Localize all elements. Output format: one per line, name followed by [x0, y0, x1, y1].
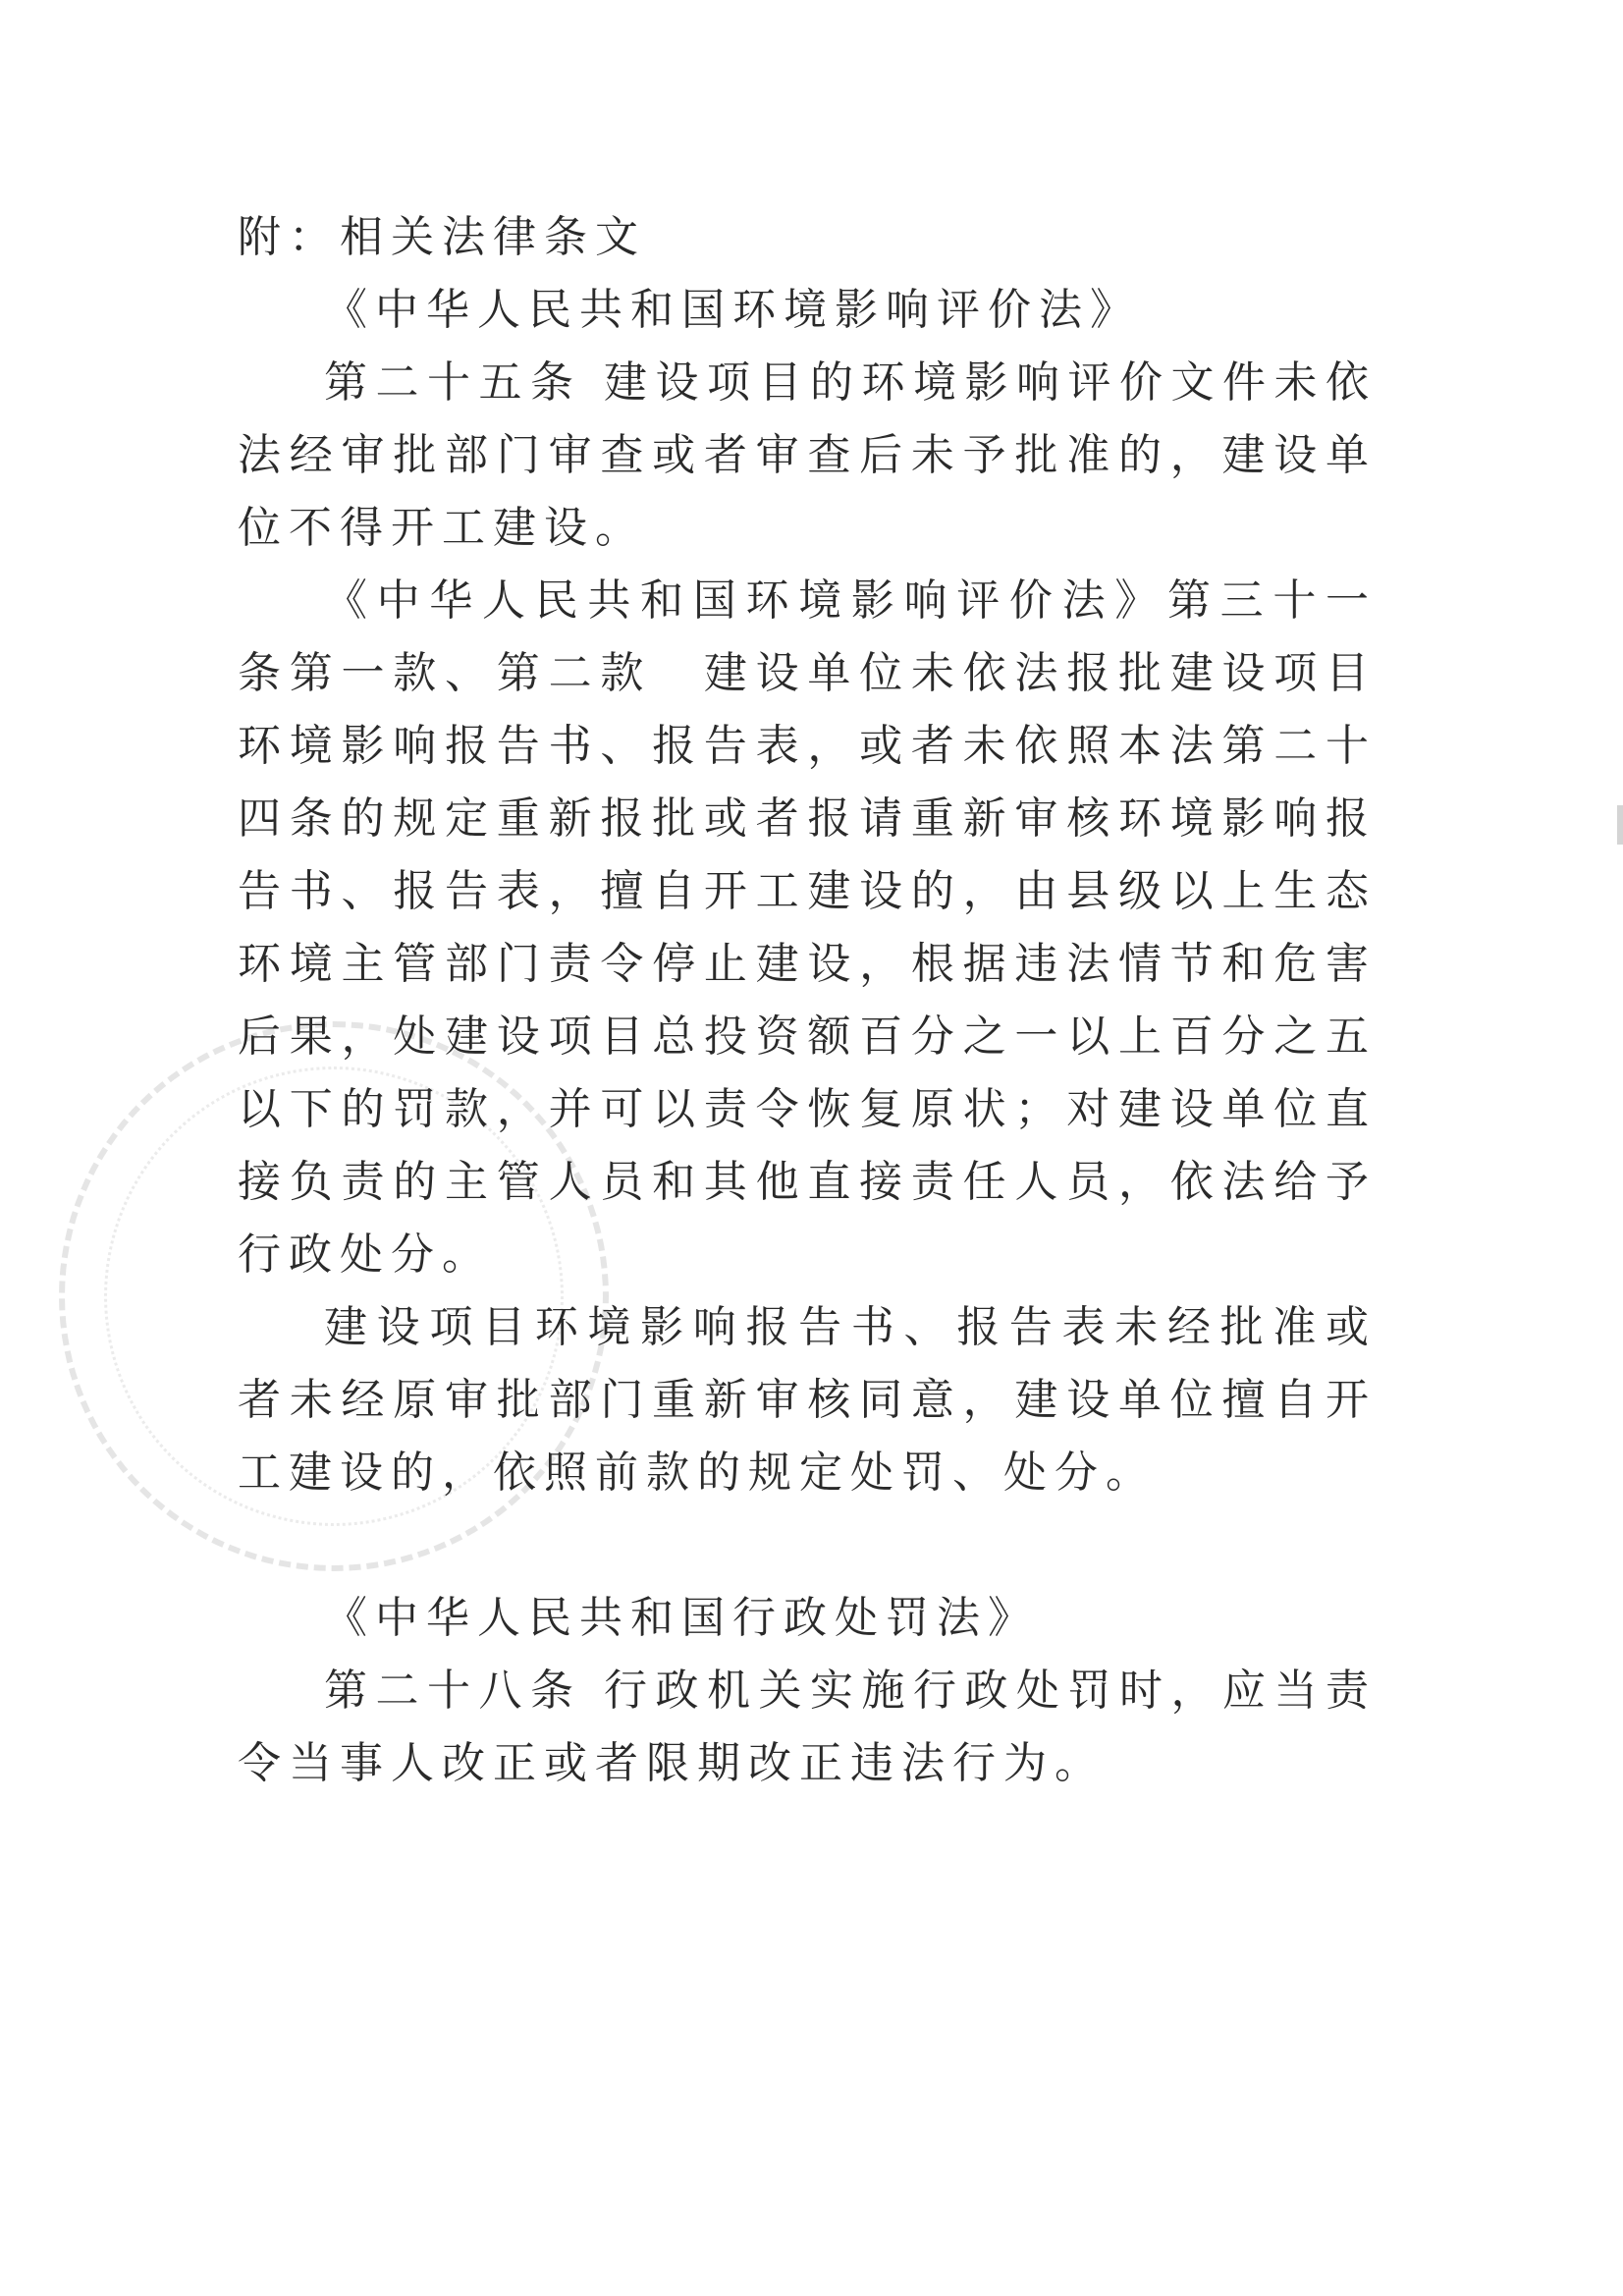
scan-edge-mark — [1617, 805, 1623, 845]
article-28-paragraph: 第二十八条 行政机关实施行政处罚时，应当责令当事人改正或者限期改正违法行为。 — [238, 1666, 1377, 1788]
document-body — [238, 201, 1377, 1800]
article-31-second-paragraph: 建设项目环境影响报告书、报告表未经批准或者未经原审批部门重新审核同意，建设单位擅自开工建设的，依照前款的规定处罚、处分。 — [238, 1302, 1377, 1498]
law-title-eia-1: 《中华人民共和国环境影响评价法》 — [324, 285, 1141, 335]
law-title-admin-penalty: 《中华人民共和国行政处罚法》 — [324, 1593, 1039, 1643]
article-25-paragraph: 第二十五条 建设项目的环境影响评价文件未依法经审批部门审查或者审查后未予批准的，建设单位不得开工建设。 — [238, 357, 1377, 553]
article-31-paragraph: 《中华人民共和国环境影响评价法》第三十一条第一款、第二款 建设单位未依法报批建设项目环境影响报告书、报告表，或者未依照本法第二十四条的规定重新报批或者报请重新审核环境影响报告书、报告表，擅自开工建设的，由县级以上生态环境主管部门责令停止建设，根据违法情节和危害后果，处建设项目总投资额百分之一以上百分之五以下的罚款，并可以责令恢复原状；对建设单位直接负责的主管人员和其他直接责任人员，依法给予行政处分。 — [238, 575, 1377, 1280]
appendix-heading: 附：相关法律条文 — [238, 212, 646, 262]
section-spacer — [238, 1509, 1377, 1582]
